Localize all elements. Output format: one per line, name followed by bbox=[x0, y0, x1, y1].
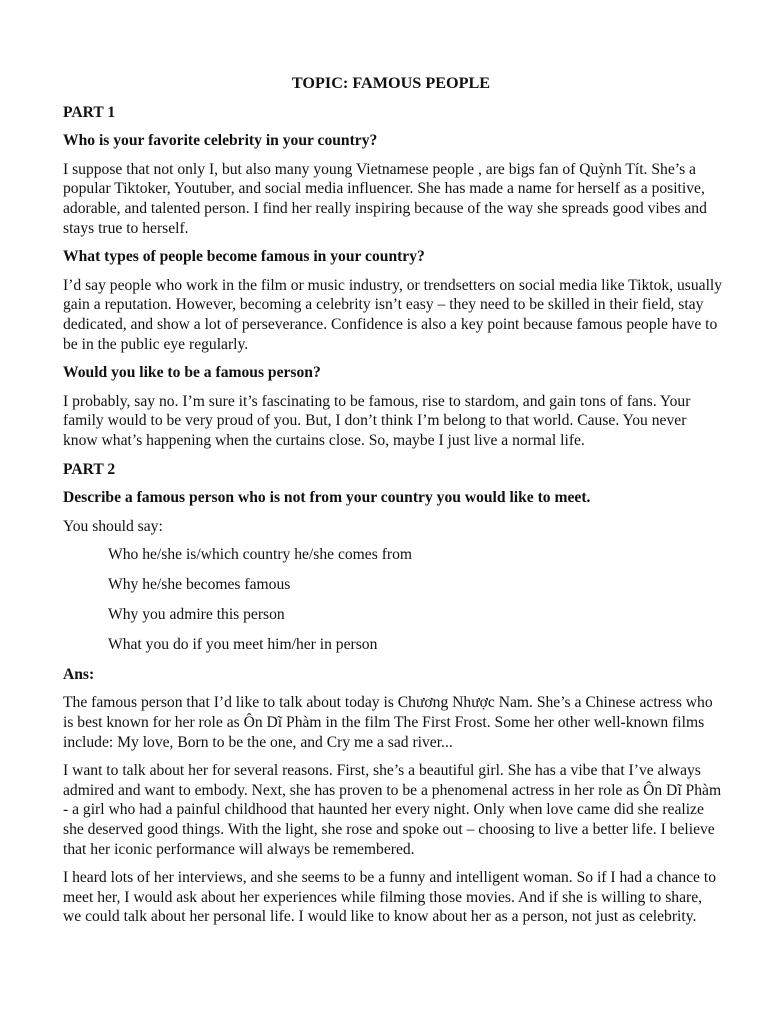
part2-prompt: Describe a famous person who is not from your country you would like to meet. bbox=[63, 489, 591, 507]
should-say-label: You should say: bbox=[63, 517, 163, 535]
part1-answer-1: I suppose that not only I, but also many young Vietnamese people , are bigs fan of Quỳnh Tít. She’s a popular Tiktoker, Youtuber, and social media influencer. She has made a name for herself as a positive, adorable, and talented person. I find her really inspiring because of the way she spreads good vibes and stays true to herself. bbox=[63, 160, 707, 237]
document-title: TOPIC: FAMOUS PEOPLE bbox=[291, 74, 491, 92]
cue-item: Who he/she is/which country he/she comes from bbox=[108, 546, 413, 564]
cue-item: Why you admire this person bbox=[108, 606, 285, 624]
document-page bbox=[63, 74, 723, 936]
part1-answer-3: I probably, say no. I’m sure it’s fascinating to be famous, rise to stardom, and gain tons of fans. Your family would to be very proud of you. But, I don’t think I’m belong to that world. Cause. You never know what’s happening when the curtains close. So, maybe I just live a normal life. bbox=[63, 392, 691, 449]
part1-question-3: Would you like to be a famous person? bbox=[63, 364, 321, 382]
cue-item: Why he/she becomes famous bbox=[108, 576, 291, 594]
part1-question-1: Who is your favorite celebrity in your country? bbox=[63, 132, 378, 150]
part2-heading: PART 2 bbox=[63, 460, 116, 478]
answer-paragraph-1: The famous person that I’d like to talk about today is Chương Nhược Nam. She’s a Chinese actress who is best known for her role as Ôn Dĩ Phàm in the film The First Frost. Some her other well-known films include: My love, Born to be the one, and Cry me a sad river... bbox=[63, 694, 713, 751]
part1-question-2: What types of people become famous in your country? bbox=[63, 248, 425, 266]
part1-answer-2: I’d say people who work in the film or music industry, or trendsetters on social media like Tiktok, usually gain a reputation. However, becoming a celebrity isn’t easy – they need to be skilled in their field, stay dedicated, and show a lot of perseverance. Confidence is also a key point because famous people have to be in the public eye regularly. bbox=[63, 276, 723, 353]
ans-label: Ans: bbox=[63, 665, 95, 683]
part1-heading: PART 1 bbox=[63, 103, 116, 121]
answer-paragraph-3: I heard lots of her interviews, and she seems to be a funny and intelligent woman. So if I had a chance to meet her, I would ask about her experiences while filming those movies. And if she is willing to share, we could talk about her personal life. I would like to know about her as a person, not just as celebrity. bbox=[63, 869, 717, 926]
cue-item: What you do if you meet him/her in person bbox=[108, 635, 378, 653]
answer-paragraph-2: I want to talk about her for several reasons. First, she’s a beautiful girl. She has a vibe that I’ve always admired and want to embody. Next, she has proven to be a phenomenal actress in her role as Ôn Dĩ Phàm - a girl who had a painful childhood that haunted her every night. Only when love came did she realize she deserved good things. With the light, she rose and spoke out – choosing to live a better life. I believe that her iconic performance will always be remembered. bbox=[63, 762, 722, 858]
